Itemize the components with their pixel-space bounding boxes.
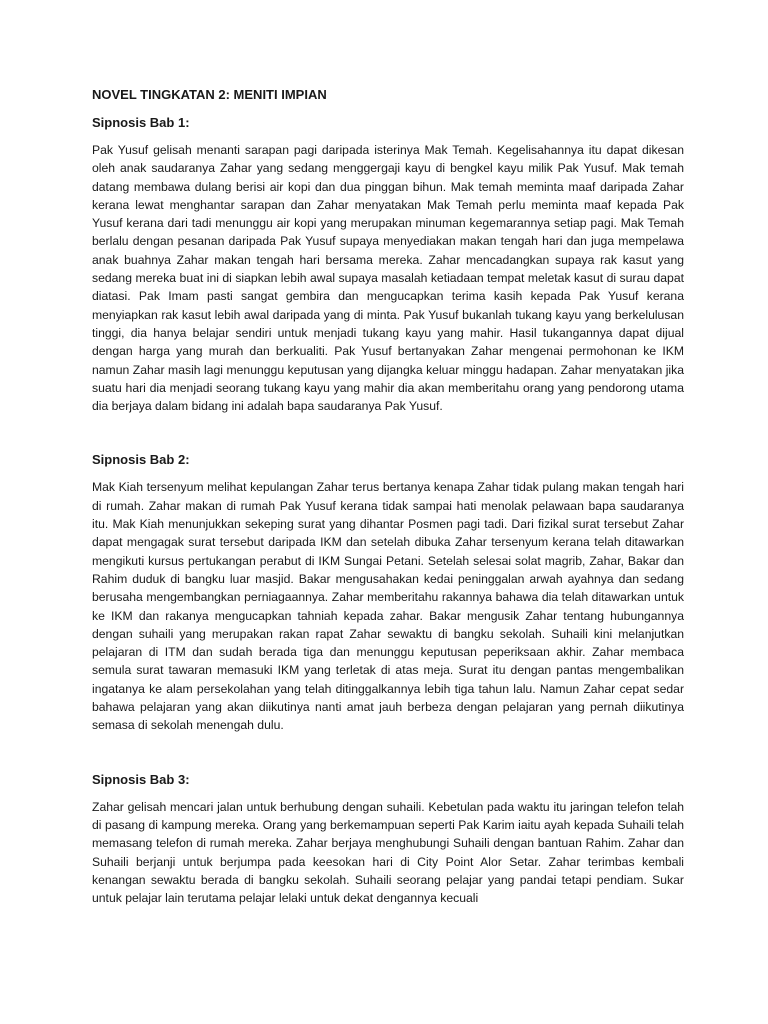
document-title: NOVEL TINGKATAN 2: MENITI IMPIAN [92,87,327,102]
section-heading: Sipnosis Bab 3: [92,771,190,787]
section-heading: Sipnosis Bab 2: [92,452,190,468]
section-paragraph: Zahar gelisah mencari jalan untuk berhubung dengan suhaili. Kebetulan pada waktu itu jaringan telefon telah di pasang di kampung mereka. Orang yang berkemampuan seperti Pak Karim iaitu ayah kepada Suhaili telah memasang telefon di rumah mereka. Zahar berjaya menghubungi Suhaili dengan bantuan Rahim. Zahar dan Suhaili berjanji untuk berjumpa pada keesokan hari di City Point Alor Setar. Zahar terimbas kembali kenangan sewaktu berada di bangku sekolah. Suhaili seorang pelajar yang pandai tetapi pendiam. Sukar untuk pelajar lain terutama pelajar lelaki untuk dekat dengannya kecuali [92,799,684,906]
synopsis-chapter-1 [92,114,684,415]
synopsis-chapter-2 [92,451,684,734]
section-heading: Sipnosis Bab 1: [92,115,190,130]
section-paragraph: Pak Yusuf gelisah menanti sarapan pagi daripada isterinya Mak Temah. Kegelisahannya itu dapat dikesan oleh anak saudaranya Zahar yang sedang menggergaji kayu di bengkel kayu milik Pak Yusuf. Mak temah datang membawa dulang berisi air kopi dan dua pinggan bihun. Mak temah meminta maaf daripada Zahar kerana lewat menghantar sarapan dan Zahar menyatakan Mak Temah perlu meminta maaf kepada Pak Yusuf kerana dari tadi menunggu air kopi yang merupakan minuman kegemarannya setiap pagi. Mak Temah berlalu dengan pesanan daripada Pak Yusuf supaya menyediakan makan tengah hari dan juga mempelawa anak buahnya Zahar makan tengah hari bersama mereka. Zahar mencadangkan supaya rak kasut yang sedang mereka buat ini di siapkan lebih awal supaya masalah ketiadaan tempat meletak kasut di surau dapat diatasi. Pak Imam pasti sangat gembira dan mengucapkan terima kasih kepada Pak Yusuf kerana menyiapkan rak kasut lebih awal daripada yang di minta. Pak Yusuf bukanlah tukang kayu yang berkelulusan tinggi, dia hanya belajar sendiri untuk menjadi tukang kayu yang mahir. Hasil tukangannya dapat dijual dengan harga yang murah dan berkualiti. Pak Yusuf bertanyakan Zahar mengenai permohonan ke IKM namun Zahar masih lagi menunggu keputusan yang dijangka keluar minggu hadapan. Zahar menyatakan jika suatu hari dia menjadi seorang tukang kayu yang mahir dia akan memberitahu orang yang pendorong utama dia berjaya dalam bidang ini adalah bapa saudaranya Pak Yusuf. [92,143,684,414]
section-paragraph: Mak Kiah tersenyum melihat kepulangan Zahar terus bertanya kenapa Zahar tidak pulang makan tengah hari di rumah. Zahar makan di rumah Pak Yusuf kerana tidak sampai hati menolak pelawaan bapa saudaranya itu. Mak Kiah menunjukkan sekeping surat yang dihantar Posmen pagi tadi. Dari fizikal surat tersebut Zahar dapat mengagak surat tersebut daripada IKM dan setelah dibuka Zahar tersenyum kerana telah ditawarkan mengikuti kursus pertukangan perabut di IKM Sungai Petani. Setelah selesai solat magrib, Zahar, Bakar dan Rahim duduk di bangku luar masjid. Bakar mengusahakan kedai peninggalan arwah ayahnya dan sedang berusaha mengembangkan perniagaannya. Zahar memberitahu rakannya bahawa dia telah ditawarkan untuk ke IKM dan rakanya mengucapkan tahniah kepada zahar. Bakar mengusik Zahar tentang hubungannya dengan suhaili yang merupakan rakan rapat Zahar sewaktu di bangku sekolah. Suhaili kini melanjutkan pelajaran di ITM dan sudah berada tiga dan menunggu keputusan peperiksaan akhir. Zahar membaca semula surat tawaran memasuki IKM yang terletak di atas meja. Surat itu dengan pantas mengembalikan ingatanya ke alam persekolahan yang telah ditinggalkannya lebih tiga tahun lalu. Namun Zahar cepat sedar bahawa pelajaran yang akan diikutinya nanti amat jauh berbeza dengan pelajaran yang pernah diikutinya semasa di sekolah menengah dulu. [92,480,684,733]
synopsis-chapter-3 [92,771,684,908]
